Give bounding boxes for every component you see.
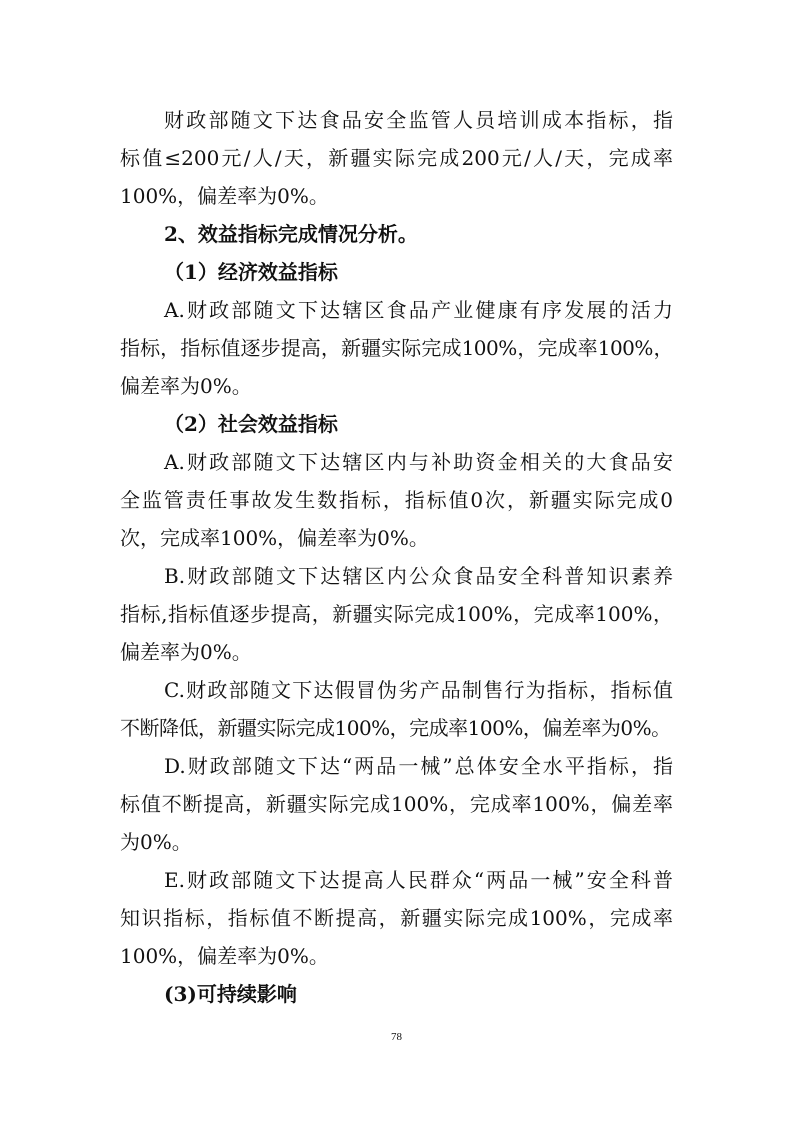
paragraph-line: E.财政部随文下达提高人民群众“两品一械”安全科普: [164, 868, 673, 892]
paragraph-line: 偏差率为0%。: [120, 374, 252, 398]
paragraph-line: 100%，偏差率为0%。: [120, 184, 329, 208]
paragraph-line: 财政部随文下达食品安全监管人员培训成本指标，指: [164, 108, 673, 132]
paragraph-line: 不断降低，新疆实际完成100%，完成率100%，偏差率为0%。: [120, 716, 671, 740]
page-number: 78: [391, 1031, 402, 1043]
paragraph-line: 次，完成率100%，偏差率为0%。: [120, 526, 429, 550]
paragraph-line: 为0%。: [120, 830, 192, 854]
paragraph-line: 知识指标，指标值不断提高，新疆实际完成100%，完成率: [120, 906, 673, 930]
paragraph-line: 100%，偏差率为0%。: [120, 944, 329, 968]
paragraph-line: C.财政部随文下达假冒伪劣产品制售行为指标，指标值: [164, 678, 673, 702]
paragraph-line: B.财政部随文下达辖区内公众食品安全科普知识素养: [164, 564, 673, 588]
subsection-heading: （2）社会效益指标: [164, 412, 338, 436]
paragraph-line: 标值≤200元/人/天，新疆实际完成200元/人/天，完成率: [120, 146, 673, 170]
paragraph-line: 指标，指标值逐步提高，新疆实际完成100%，完成率100%，: [120, 336, 673, 360]
paragraph-line: A.财政部随文下达辖区食品产业健康有序发展的活力: [164, 298, 673, 322]
paragraph-line: 全监管责任事故发生数指标，指标值0次，新疆实际完成0: [120, 488, 673, 512]
section-heading: 2、效益指标完成情况分析。: [164, 222, 418, 246]
paragraph-line: 偏差率为0%。: [120, 640, 252, 664]
subsection-heading: (3)可持续影响: [164, 982, 297, 1006]
paragraph-line: 指标,指标值逐步提高，新疆实际完成100%，完成率100%，: [120, 602, 673, 626]
subsection-heading: （1）经济效益指标: [164, 260, 338, 284]
paragraph-line: A.财政部随文下达辖区内与补助资金相关的大食品安: [164, 450, 673, 474]
paragraph-line: D.财政部随文下达“两品一械”总体安全水平指标，指: [164, 754, 673, 778]
paragraph-line: 标值不断提高，新疆实际完成100%，完成率100%，偏差率: [120, 792, 673, 816]
